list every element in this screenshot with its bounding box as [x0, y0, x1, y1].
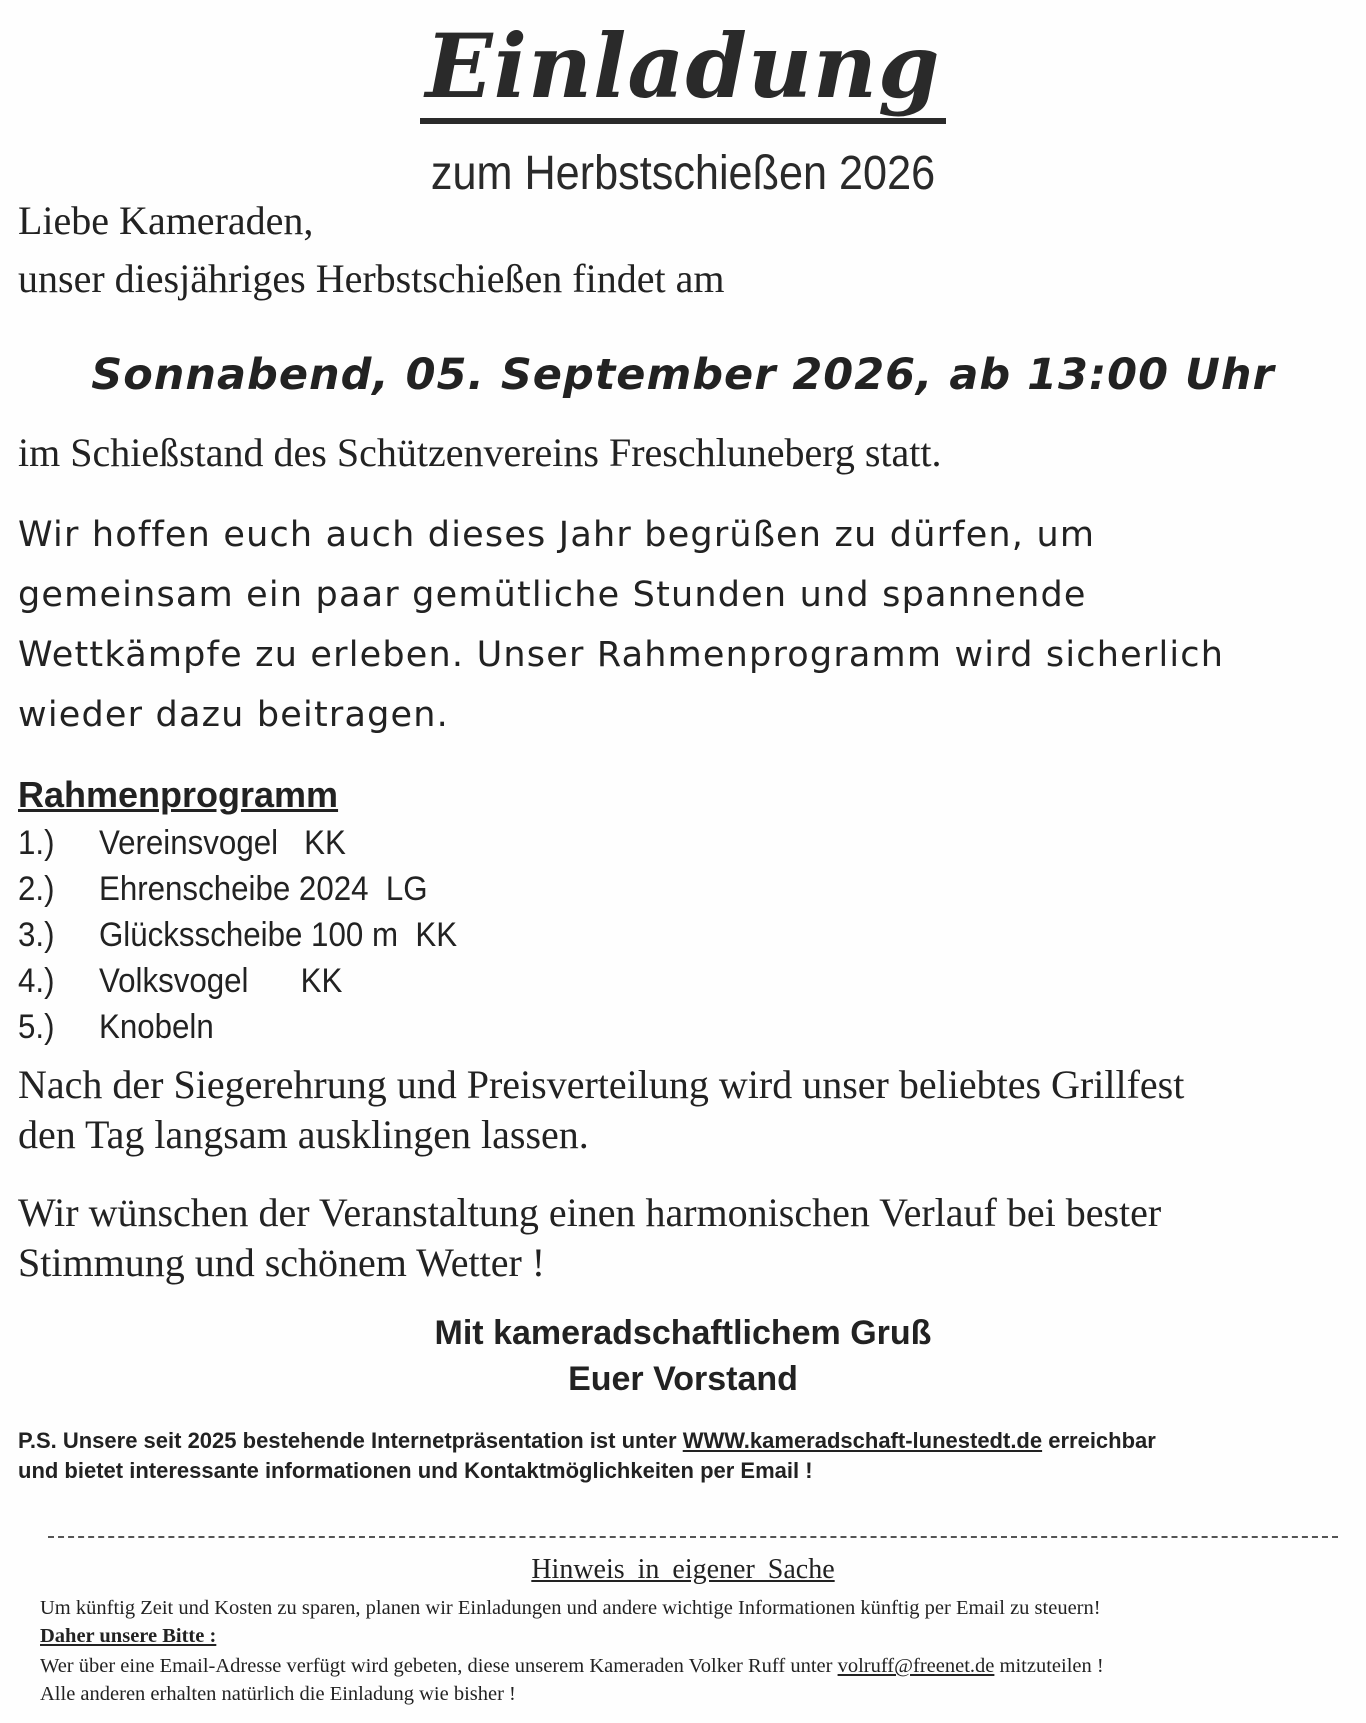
program-item: [18, 1004, 457, 1050]
closing-line: Wir wünschen der Veranstaltung einen harmonischen Verlauf bei bester: [18, 1190, 1162, 1235]
program-item-number: 1.): [18, 824, 55, 862]
closing-line: Nach der Siegerehrung und Preisverteilung wird unser beliebtes Grillfest: [18, 1062, 1185, 1107]
intro-line: unser diesjähriges Herbstschießen findet am: [18, 256, 725, 301]
invitation-title: [0, 6, 1366, 126]
program-item-text: Vereinsvogel KK: [98, 824, 346, 862]
program-item: [18, 866, 457, 912]
program-item-text: Ehrenscheibe 2024 LG: [98, 870, 428, 908]
program-item-text: Knobeln: [98, 1008, 214, 1046]
signature: Euer Vorstand: [568, 1360, 798, 1398]
program-item-number: 2.): [18, 870, 55, 908]
hint-heading-text: Hinweis in eigener Sache: [531, 1554, 835, 1585]
ps-prefix: P.S. Unsere seit 2025 bestehende Internetpräsentation ist unter: [18, 1428, 683, 1453]
hint-heading: [0, 1553, 1366, 1587]
email-link[interactable]: volruff@freenet.de: [837, 1655, 995, 1677]
hope-line: wieder dazu beitragen.: [18, 695, 449, 735]
program-list: [18, 820, 495, 1050]
hint-bold-label: Daher unsere Bitte :: [40, 1625, 217, 1647]
ps-suffix: erreichbar: [1042, 1428, 1156, 1453]
hint-line: Alle anderen erhalten natürlich die Einladung wie bisher !: [40, 1683, 516, 1705]
closing-line: Stimmung und schönem Wetter !: [18, 1240, 546, 1285]
program-item-number: 5.): [18, 1008, 55, 1046]
website-link[interactable]: WWW.kameradschaft-lunestedt.de: [682, 1428, 1043, 1453]
greeting: Mit kameradschaftlichem Gruß: [434, 1314, 932, 1352]
hope-paragraph: [18, 505, 1348, 745]
wishes-paragraph: [18, 1188, 1348, 1288]
program-item-text: Volksvogel KK: [98, 962, 343, 1000]
hint-line: Um künftig Zeit und Kosten zu sparen, planen wir Einladungen und andere wichtige Informationen künftig per Email zu steuern!: [40, 1597, 1101, 1619]
hint-label: [40, 1622, 1350, 1650]
event-location: im Schießstand des Schützenvereins Freschluneberg statt.: [18, 430, 942, 475]
event-date: Sonnabend, 05. September 2026, ab 13:00 Uhr: [91, 350, 1275, 400]
hint-line: [40, 1652, 1350, 1680]
ps-line: und bietet interessante informationen und Kontaktmöglichkeiten per Email !: [18, 1458, 813, 1483]
program-item: [18, 912, 457, 958]
program-item: [18, 820, 457, 866]
program-item-number: 3.): [18, 916, 55, 954]
program-item-number: 4.): [18, 962, 55, 1000]
hint-email-prefix: Wer über eine Email-Adresse verfügt wird gebeten, diese unserem Kameraden Volker Ruff unter: [40, 1655, 838, 1677]
salutation: Liebe Kameraden,: [18, 198, 314, 243]
hint-email-suffix: mitzuteilen !: [994, 1655, 1104, 1677]
program-item-text: Glücksscheibe 100 m KK: [98, 916, 458, 954]
invitation-subtitle: zum Herbstschießen 2026: [430, 147, 936, 200]
program-item: [18, 958, 457, 1004]
grillfest-paragraph: [18, 1060, 1348, 1160]
closing-line: den Tag langsam ausklingen lassen.: [18, 1112, 589, 1157]
hope-line: gemeinsam ein paar gemütliche Stunden und spannende: [18, 575, 1087, 615]
hope-line: Wettkämpfe zu erleben. Unser Rahmenprogramm wird sicherlich: [18, 635, 1225, 675]
ps-note: [18, 1426, 1358, 1486]
title-text: Einladung: [420, 16, 947, 124]
program-heading: Rahmenprogramm: [18, 774, 339, 815]
hope-line: Wir hoffen euch auch dieses Jahr begrüßen zu dürfen, um: [18, 515, 1096, 555]
dashed-divider: [48, 1536, 1338, 1538]
ps-line: [18, 1426, 1358, 1456]
